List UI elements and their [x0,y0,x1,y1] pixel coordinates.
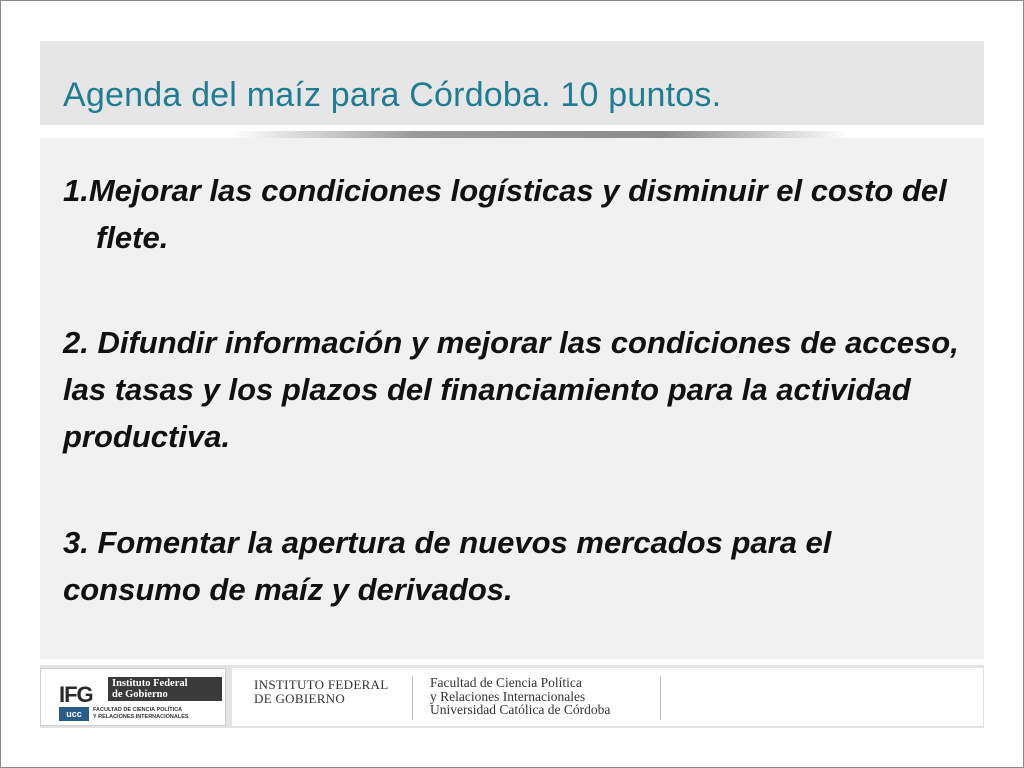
ucc-logo-subtitle-line2: Y RELACIONES INTERNACIONALES [93,713,189,720]
footer-divider-1 [412,676,413,720]
institute-name [254,678,389,706]
agenda-item-2: 2. Difundir información y mejorar las condiciones de acceso, las tasas y los plazos del financiamiento para la actividad productiva. [63,325,959,454]
footer-divider-2 [660,676,661,720]
faculty-info [430,676,610,717]
slide-title: Agenda del maíz para Córdoba. 10 puntos. [63,76,722,114]
ifg-logo-mark: IFG [59,682,93,707]
faculty-line3: Universidad Católica de Córdoba [430,702,611,717]
title-divider [230,131,850,138]
ucc-logo-subtitle-line1: FACULTAD DE CIENCIA POLÍTICA [93,707,183,713]
agenda-item-1: 1.Mejorar las condiciones logísticas y disminuir el costo del flete. [63,173,947,255]
institute-name-line2: DE GOBIERNO [254,691,346,706]
ifg-logo-name-line2: de Gobierno [112,689,168,700]
ucc-logo: ucc [59,707,89,721]
institute-name-line1: INSTITUTO FEDERAL [254,677,389,692]
ifg-logo-name-line1: Instituto Federal [112,678,188,689]
ifg-logo [40,668,226,726]
agenda-item-3: 3. Fomentar la apertura de nuevos mercados para el consumo de maíz y derivados. [63,525,832,607]
faculty-line2: y Relaciones Internacionales [430,688,586,704]
faculty-line1: Facultad de Ciencia Política [430,675,582,690]
ucc-logo-subtitle [93,707,223,720]
ifg-logo-name [108,677,222,701]
